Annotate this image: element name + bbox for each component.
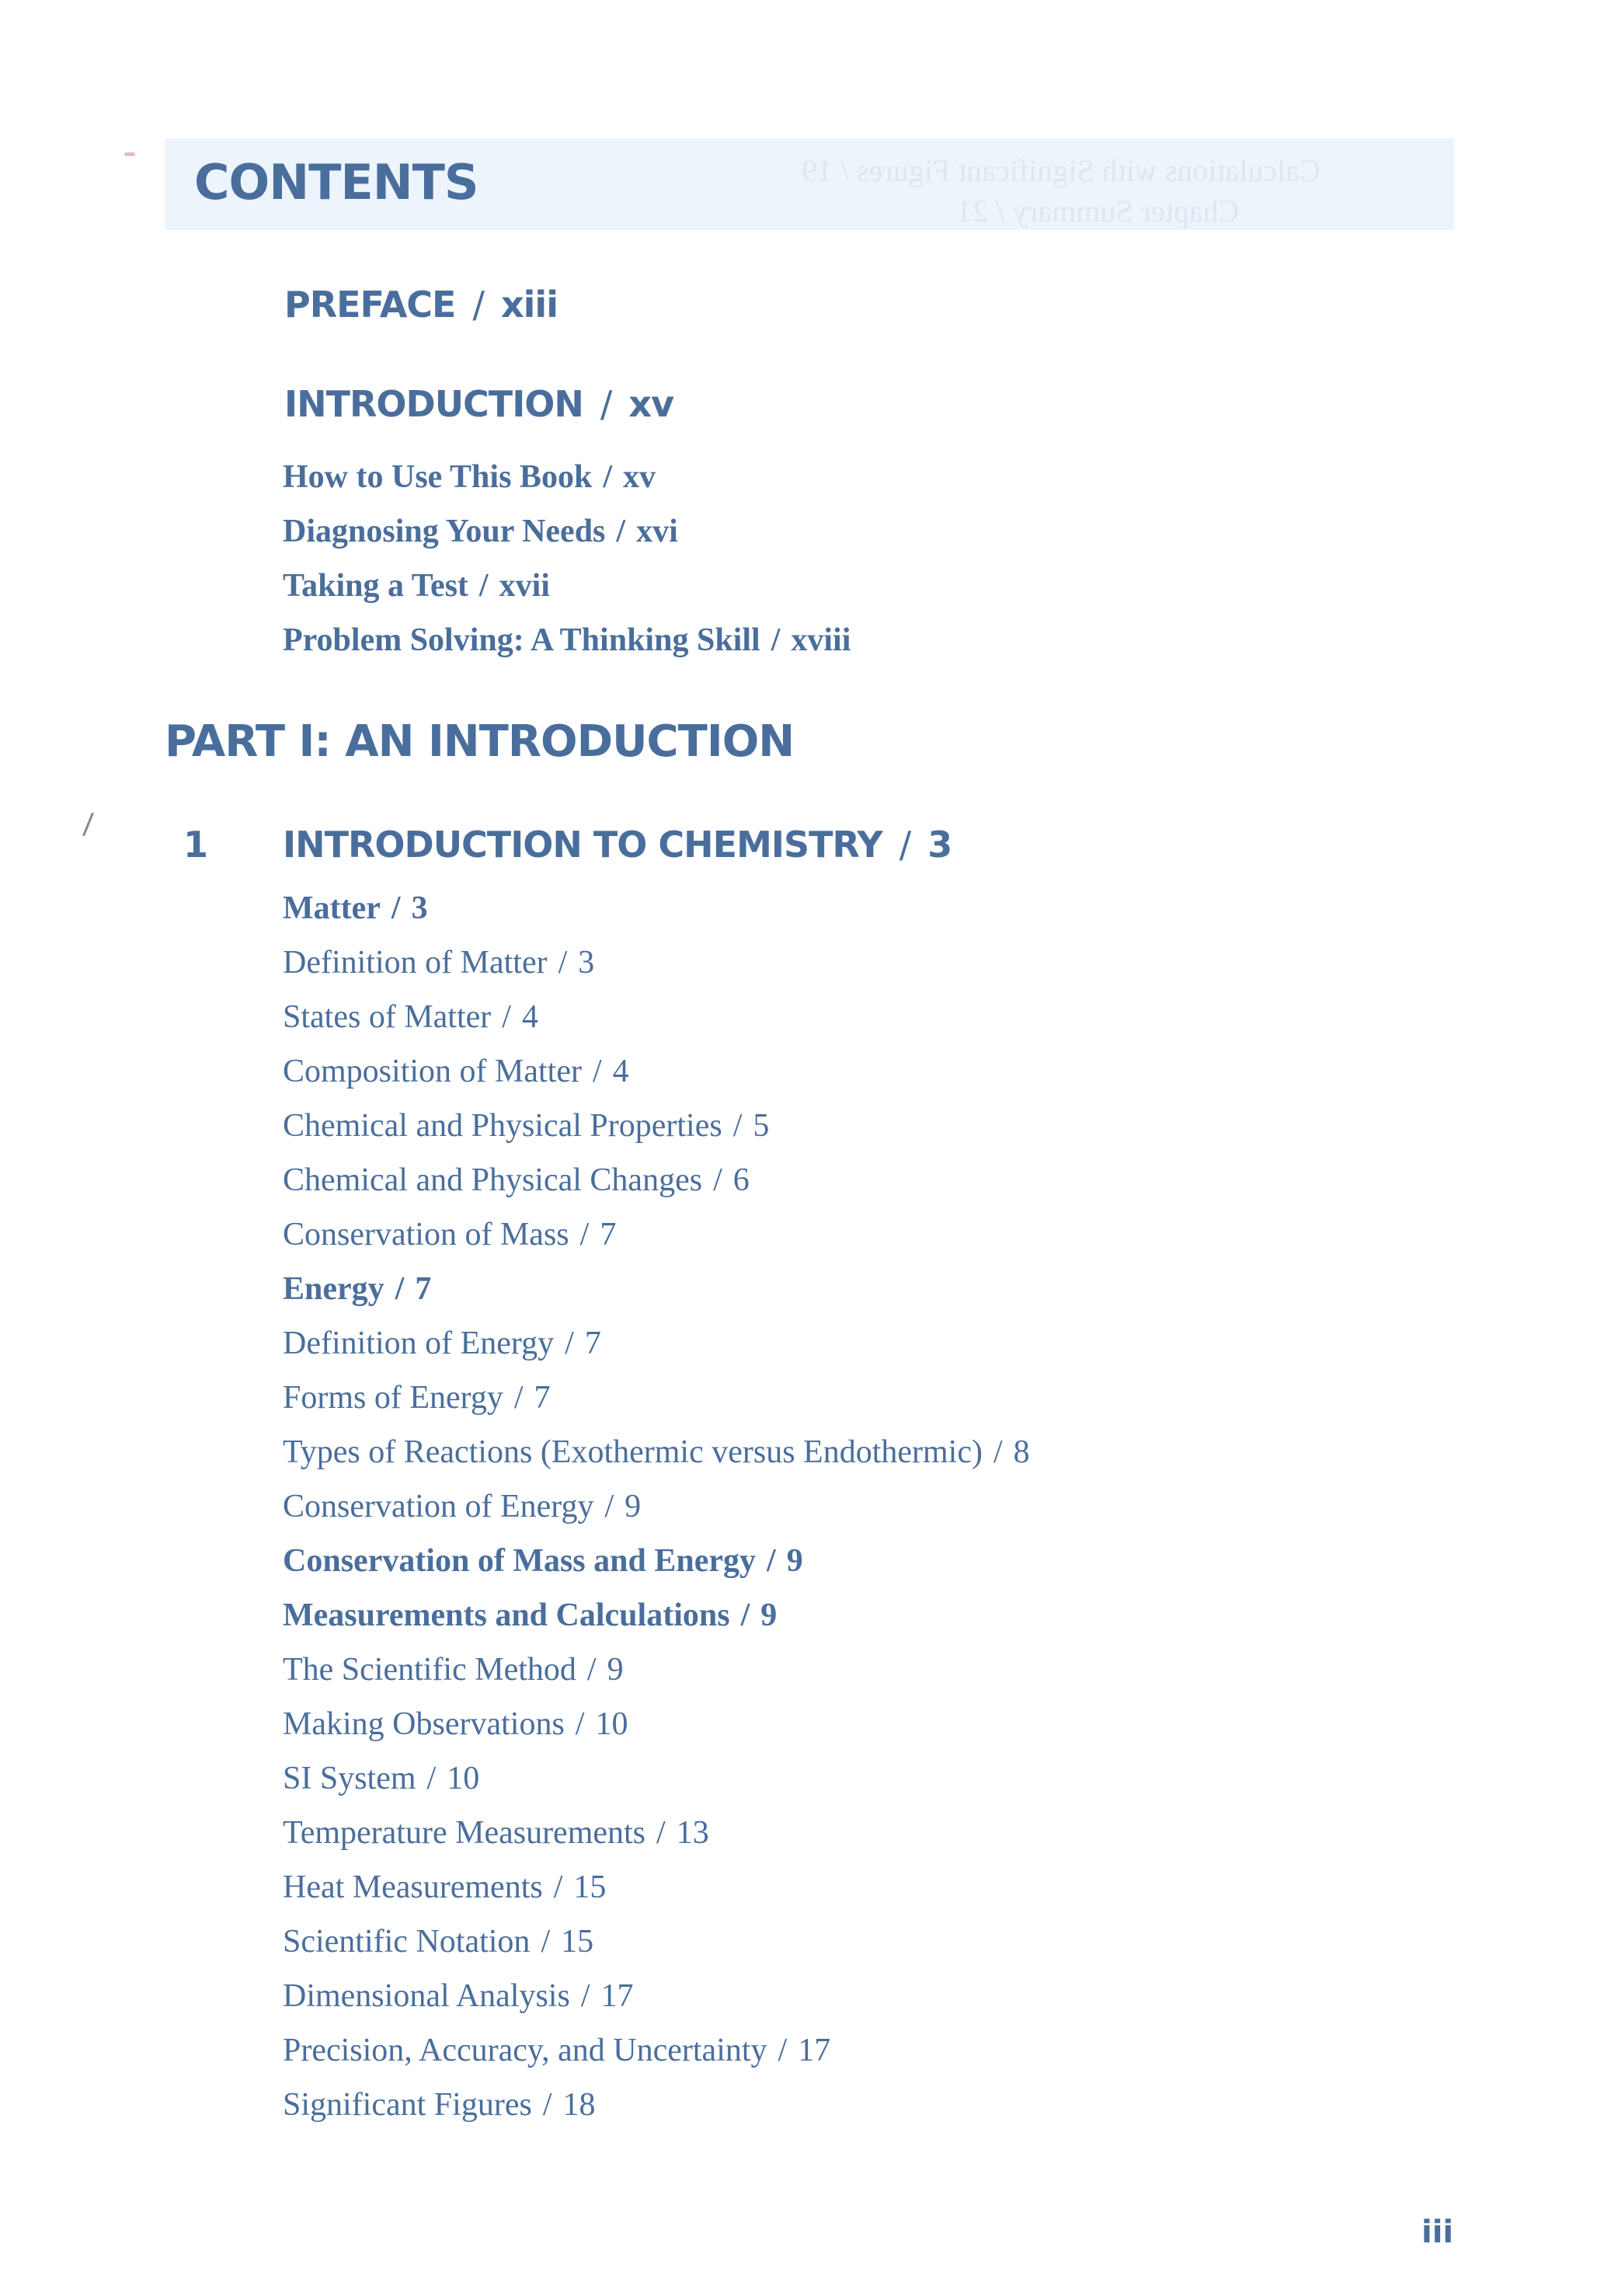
toc-entry[interactable] [283, 1216, 616, 1253]
pencil-mark [82, 813, 94, 837]
separator: / [592, 1054, 602, 1089]
toc-entry-preface[interactable] [284, 284, 558, 326]
separator: / [575, 1706, 585, 1742]
separator: / [771, 622, 781, 658]
entry-page: 13 [676, 1815, 709, 1851]
separator: / [391, 890, 401, 926]
part-title: PART I: AN INTRODUCTION [165, 716, 795, 767]
entry-label: Conservation of Energy [283, 1489, 594, 1524]
entry-label: Types of Reactions (Exothermic versus Endothermic) [283, 1434, 983, 1470]
entry-page: xiii [500, 284, 558, 326]
toc-entry[interactable] [283, 1053, 629, 1090]
entry-page: 5 [753, 1108, 770, 1144]
toc-entry[interactable] [283, 1651, 624, 1688]
entry-label: Definition of Energy [283, 1326, 555, 1361]
toc-entry[interactable] [283, 1270, 431, 1308]
toc-entry[interactable] [283, 1542, 803, 1580]
separator: / [558, 945, 568, 981]
entry-label: Taking a Test [283, 568, 468, 604]
toc-entry[interactable] [283, 1814, 709, 1852]
separator: / [616, 514, 626, 549]
entry-page: xv [628, 383, 674, 425]
separator: / [472, 284, 484, 326]
separator: / [426, 1761, 437, 1796]
entry-page: 8 [1013, 1434, 1030, 1470]
separator: / [767, 1543, 776, 1579]
entry-page: 18 [562, 2087, 596, 2123]
toc-entry[interactable] [283, 2086, 595, 2124]
toc-entry[interactable] [283, 622, 851, 659]
separator: / [541, 1924, 551, 1960]
entry-page: 9 [607, 1652, 624, 1688]
entry-page: 9 [625, 1489, 642, 1524]
separator: / [565, 1326, 574, 1361]
entry-page: 6 [732, 1162, 750, 1198]
toc-entry-introduction[interactable] [284, 383, 673, 425]
toc-entry[interactable] [283, 567, 550, 604]
separator: / [580, 1978, 590, 2014]
bleed-through-text: Chapter Summary / 21 [957, 193, 1240, 228]
entry-label: Making Observations [283, 1706, 565, 1742]
separator: / [713, 1162, 722, 1198]
entry-label: Heat Measurements [283, 1869, 543, 1905]
toc-entry[interactable] [283, 1107, 769, 1145]
separator: / [899, 824, 911, 866]
toc-entry[interactable] [283, 1488, 641, 1525]
entry-label: Chemical and Physical Changes [283, 1162, 703, 1198]
entry-page: 15 [573, 1869, 607, 1905]
entry-page: 3 [411, 890, 428, 926]
entry-page: 10 [447, 1761, 480, 1796]
separator: / [553, 1869, 563, 1905]
entry-label: Problem Solving: A Thinking Skill [283, 622, 760, 658]
entry-page: xviii [791, 622, 851, 658]
entry-label: Conservation of Mass and Energy [283, 1543, 757, 1579]
separator: / [604, 1489, 614, 1524]
separator: / [395, 1271, 405, 1307]
entry-page: 15 [561, 1924, 594, 1960]
toc-entry[interactable] [283, 1705, 628, 1743]
entry-label: PREFACE [284, 284, 456, 326]
scan-speck [124, 152, 135, 156]
separator: / [579, 1217, 590, 1253]
entry-label: Conservation of Mass [283, 1217, 569, 1253]
toc-entry[interactable] [283, 944, 594, 981]
entry-label: Matter [283, 890, 381, 926]
entry-page: 7 [584, 1326, 601, 1361]
page-title: CONTENTS [194, 154, 478, 211]
entry-label: Definition of Matter [283, 945, 548, 981]
entry-page: xv [622, 459, 656, 495]
separator: / [600, 383, 612, 425]
entry-label: SI System [283, 1761, 416, 1796]
toc-entry[interactable] [283, 1977, 634, 2015]
separator: / [502, 999, 511, 1035]
entry-label: Composition of Matter [283, 1054, 582, 1089]
entry-label: INTRODUCTION [284, 383, 583, 425]
separator: / [586, 1652, 597, 1688]
toc-entry[interactable] [283, 1379, 551, 1416]
entry-page: 7 [534, 1380, 551, 1416]
toc-entry[interactable] [283, 1325, 601, 1362]
toc-entry[interactable] [283, 890, 428, 927]
toc-entry[interactable] [283, 458, 656, 496]
toc-entry[interactable] [283, 1434, 1030, 1471]
page-number: iii [1421, 2214, 1454, 2250]
separator: / [603, 459, 612, 495]
entry-label: Forms of Energy [283, 1380, 503, 1416]
entry-label: Diagnosing Your Needs [283, 514, 606, 549]
separator: / [778, 2033, 788, 2068]
entry-page: 9 [786, 1543, 803, 1579]
entry-page: 7 [415, 1271, 432, 1307]
entry-page: xvii [499, 568, 550, 604]
separator: / [542, 2087, 552, 2123]
toc-entry[interactable] [283, 1597, 777, 1634]
entry-label: Temperature Measurements [283, 1815, 646, 1851]
entry-page: xvi [636, 514, 678, 549]
toc-entry-chapter-1[interactable] [283, 824, 952, 866]
toc-entry[interactable] [283, 1923, 593, 1960]
separator: / [513, 1380, 524, 1416]
entry-label: Precision, Accuracy, and Uncertainty [283, 2033, 767, 2068]
separator: / [656, 1815, 666, 1851]
toc-entry[interactable] [283, 2032, 830, 2069]
entry-label: Energy [283, 1271, 384, 1307]
toc-entry[interactable] [283, 513, 678, 550]
toc-entry[interactable] [283, 1869, 606, 1906]
chapter-number: 1 [183, 824, 209, 866]
separator: / [740, 1597, 750, 1633]
separator: / [732, 1108, 743, 1144]
separator: / [993, 1434, 1003, 1470]
entry-page: 7 [600, 1217, 617, 1253]
entry-label: Chemical and Physical Properties [283, 1108, 722, 1144]
entry-page: 10 [595, 1706, 628, 1742]
entry-label: Scientific Notation [283, 1924, 531, 1960]
entry-label: How to Use This Book [283, 459, 593, 495]
entry-label: The Scientific Method [283, 1652, 576, 1688]
entry-label: Dimensional Analysis [283, 1978, 570, 2014]
chapter-title: INTRODUCTION TO CHEMISTRY [283, 824, 882, 866]
entry-page: 17 [798, 2033, 831, 2068]
entry-label: States of Matter [283, 999, 492, 1035]
entry-page: 9 [760, 1597, 778, 1633]
entry-page: 4 [612, 1054, 629, 1089]
entry-page: 3 [578, 945, 595, 981]
toc-entry[interactable] [283, 1760, 479, 1797]
entry-page: 4 [521, 999, 538, 1035]
entry-label: Measurements and Calculations [283, 1597, 730, 1633]
entry-label: Significant Figures [283, 2087, 532, 2123]
toc-entry[interactable] [283, 1162, 750, 1199]
toc-entry[interactable] [283, 998, 538, 1036]
separator: / [478, 568, 489, 604]
chapter-page: 3 [927, 824, 952, 866]
bleed-through-text: Calculations with Significant Figures / 19 [802, 153, 1320, 188]
entry-page: 17 [600, 1978, 634, 2014]
